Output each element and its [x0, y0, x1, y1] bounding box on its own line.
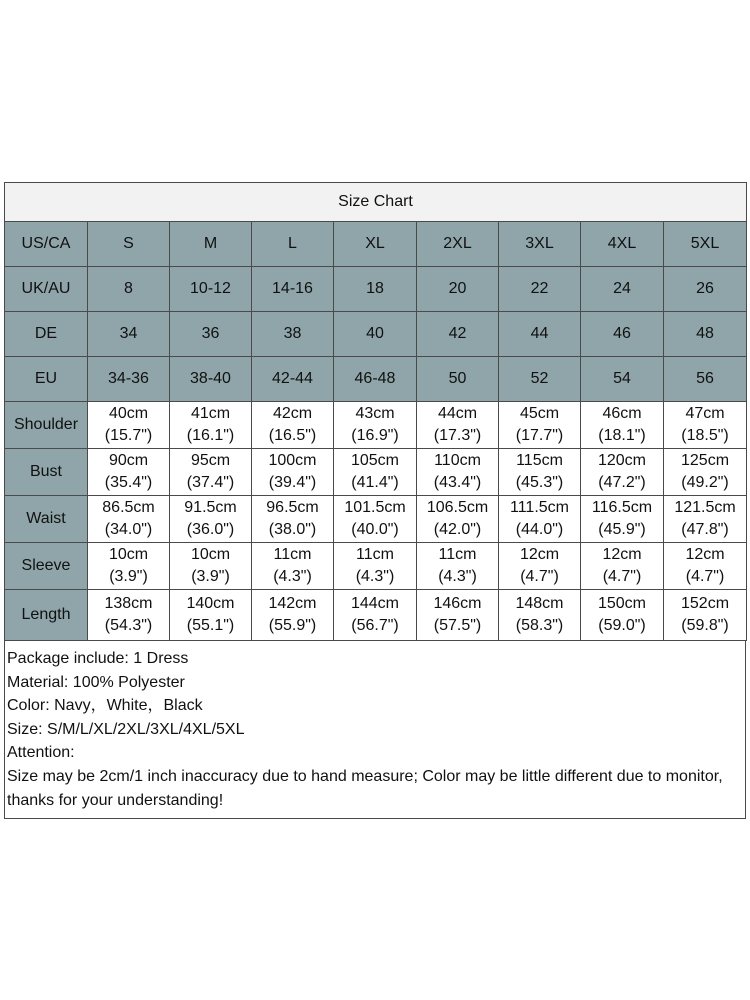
measurement-cell — [252, 402, 334, 449]
measurement-cell — [88, 543, 170, 590]
measurement-cell — [252, 543, 334, 590]
disclaimer-note: Size may be 2cm/1 inch inaccuracy due to hand measure; Color may be little different due to monitor, thanks for your understanding! — [7, 767, 723, 809]
inch-value: (34.0") — [104, 521, 153, 538]
measurement-cell — [499, 402, 581, 449]
size-cell: L — [252, 222, 334, 267]
inch-value: (55.9") — [268, 617, 317, 634]
measurement-label: Length — [5, 590, 88, 641]
cm-value: 90cm — [108, 452, 149, 469]
cm-value: 146cm — [433, 595, 482, 612]
measurement-cell — [664, 590, 747, 641]
measurement-cell — [170, 402, 252, 449]
size-cell: 36 — [170, 312, 252, 357]
inch-value: (36.0") — [186, 521, 235, 538]
size-cell: 46 — [581, 312, 664, 357]
row-label: UK/AU — [5, 267, 88, 312]
size-cell: 22 — [499, 267, 581, 312]
measurement-cell — [334, 543, 417, 590]
inch-value: (40.0") — [351, 521, 399, 538]
cm-value: 12cm — [519, 546, 560, 563]
inch-value: (16.1") — [186, 427, 235, 444]
size-cell: 54 — [581, 357, 664, 402]
inch-value: (38.0") — [268, 521, 317, 538]
size-cell: 34-36 — [88, 357, 170, 402]
inch-value: (16.5") — [268, 427, 317, 444]
measurement-cell — [581, 449, 664, 496]
cm-value: 121.5cm — [674, 499, 736, 516]
measurement-cell — [581, 543, 664, 590]
measurement-row — [5, 543, 747, 590]
measurement-cell — [417, 590, 499, 641]
size-chart-table — [4, 182, 747, 641]
row-label: US/CA — [5, 222, 88, 267]
chart-title: Size Chart — [5, 183, 747, 222]
inch-value: (4.7") — [520, 568, 559, 585]
inch-value: (45.9") — [598, 521, 646, 538]
inch-value: (37.4") — [186, 474, 235, 491]
cm-value: 42cm — [272, 405, 313, 422]
size-cell: 18 — [334, 267, 417, 312]
inch-value: (4.7") — [602, 568, 642, 585]
measurement-row — [5, 402, 747, 449]
inch-value: (18.5") — [681, 427, 729, 444]
cm-value: 44cm — [437, 405, 478, 422]
size-cell: 38 — [252, 312, 334, 357]
measurement-cell — [334, 402, 417, 449]
measurement-cell — [252, 449, 334, 496]
inch-value: (44.0") — [515, 521, 564, 538]
cm-value: 12cm — [602, 546, 642, 563]
measurement-row — [5, 496, 747, 543]
attention-label: Attention: — [7, 744, 75, 762]
measurement-cell — [664, 496, 747, 543]
inch-value: (4.3") — [438, 568, 477, 585]
measurement-cell — [88, 590, 170, 641]
size-cell: 42-44 — [252, 357, 334, 402]
cm-value: 11cm — [438, 546, 477, 563]
cm-value: 142cm — [268, 595, 317, 612]
measurement-cell — [170, 590, 252, 641]
inch-value: (4.3") — [355, 568, 395, 585]
cm-value: 86.5cm — [102, 499, 155, 516]
measurement-cell — [417, 449, 499, 496]
cm-value: 116.5cm — [591, 499, 653, 516]
measurement-cell — [252, 590, 334, 641]
measurement-cell — [88, 402, 170, 449]
measurement-label: Sleeve — [5, 543, 88, 590]
measurement-cell — [334, 449, 417, 496]
size-cell: XL — [334, 222, 417, 267]
inch-value: (3.9") — [109, 568, 148, 585]
measurement-cell — [88, 496, 170, 543]
cm-value: 105cm — [350, 452, 400, 469]
inch-value: (56.7") — [351, 617, 399, 634]
cm-value: 115cm — [516, 452, 563, 469]
size-cell: 10-12 — [170, 267, 252, 312]
cm-value: 144cm — [350, 595, 400, 612]
size-cell: 34 — [88, 312, 170, 357]
size-cell: 8 — [88, 267, 170, 312]
size-cell: S — [88, 222, 170, 267]
measurement-cell — [581, 590, 664, 641]
inch-value: (16.9") — [351, 427, 399, 444]
inch-value: (41.4") — [351, 474, 399, 491]
size-cell: 48 — [664, 312, 747, 357]
inch-value: (42.0") — [433, 521, 482, 538]
cm-value: 10cm — [108, 546, 149, 563]
measurement-cell — [499, 449, 581, 496]
cm-value: 41cm — [190, 405, 231, 422]
size-row — [5, 267, 747, 312]
cm-value: 47cm — [685, 405, 725, 422]
inch-value: (54.3") — [104, 617, 153, 634]
inch-value: (3.9") — [191, 568, 230, 585]
cm-value: 120cm — [597, 452, 647, 469]
measurement-cell — [417, 543, 499, 590]
cm-value: 95cm — [190, 452, 231, 469]
cm-value: 10cm — [190, 546, 231, 563]
measurement-cell — [334, 496, 417, 543]
measurement-cell — [88, 449, 170, 496]
measurement-cell — [581, 496, 664, 543]
cm-value: 96.5cm — [266, 499, 319, 516]
size-cell: 56 — [664, 357, 747, 402]
measurement-label: Bust — [5, 449, 88, 496]
size-cell: 2XL — [417, 222, 499, 267]
inch-value: (15.7") — [104, 427, 153, 444]
cm-value: 152cm — [681, 595, 730, 612]
cm-value: 40cm — [108, 405, 149, 422]
inch-value: (59.8") — [681, 617, 729, 634]
inch-value: (18.1") — [598, 427, 646, 444]
size-cell: 52 — [499, 357, 581, 402]
size-cell: 38-40 — [170, 357, 252, 402]
size-cell: 50 — [417, 357, 499, 402]
size-note: Size: S/M/L/XL/2XL/3XL/4XL/5XL — [7, 720, 245, 738]
size-row — [5, 222, 747, 267]
inch-value: (49.2") — [681, 474, 729, 491]
cm-value: 46cm — [602, 405, 642, 422]
size-cell: 44 — [499, 312, 581, 357]
inch-value: (4.3") — [273, 568, 312, 585]
color-note: Color: Navy，White，Black — [7, 697, 203, 715]
measurement-cell — [417, 496, 499, 543]
measurement-cell — [170, 449, 252, 496]
size-row — [5, 357, 747, 402]
inch-value: (35.4") — [104, 474, 153, 491]
measurement-row — [5, 449, 747, 496]
measurement-cell — [252, 496, 334, 543]
measurement-cell — [581, 402, 664, 449]
measurement-cell — [664, 449, 747, 496]
size-cell: 3XL — [499, 222, 581, 267]
cm-value: 11cm — [356, 546, 394, 563]
cm-value: 100cm — [268, 452, 317, 469]
size-cell: 26 — [664, 267, 747, 312]
inch-value: (58.3") — [515, 617, 564, 634]
inch-value: (55.1") — [186, 617, 235, 634]
size-cell: 42 — [417, 312, 499, 357]
row-label: EU — [5, 357, 88, 402]
row-label: DE — [5, 312, 88, 357]
measurement-label: Waist — [5, 496, 88, 543]
inch-value: (39.4") — [268, 474, 317, 491]
measurement-row — [5, 590, 747, 641]
size-chart-sheet — [4, 182, 746, 819]
cm-value: 12cm — [685, 546, 725, 563]
inch-value: (47.2") — [598, 474, 646, 491]
cm-value: 125cm — [681, 452, 730, 469]
size-cell: 46-48 — [334, 357, 417, 402]
cm-value: 106.5cm — [426, 499, 489, 516]
inch-value: (17.3") — [433, 427, 482, 444]
size-cell: 14-16 — [252, 267, 334, 312]
cm-value: 148cm — [515, 595, 564, 612]
measurement-cell — [664, 543, 747, 590]
product-notes — [4, 641, 746, 819]
measurement-cell — [499, 590, 581, 641]
cm-value: 45cm — [519, 405, 560, 422]
measurement-cell — [170, 543, 252, 590]
size-cell: 4XL — [581, 222, 664, 267]
size-cell: 20 — [417, 267, 499, 312]
cm-value: 140cm — [186, 595, 235, 612]
inch-value: (43.4") — [433, 474, 482, 491]
measurement-cell — [499, 543, 581, 590]
inch-value: (45.3") — [515, 474, 564, 491]
cm-value: 101.5cm — [344, 499, 406, 516]
cm-value: 138cm — [104, 595, 153, 612]
material-note: Material: 100% Polyester — [7, 673, 185, 691]
measurement-cell — [170, 496, 252, 543]
size-cell: 40 — [334, 312, 417, 357]
measurement-cell — [499, 496, 581, 543]
cm-value: 11cm — [273, 546, 312, 563]
size-cell: 5XL — [664, 222, 747, 267]
measurement-cell — [417, 402, 499, 449]
cm-value: 150cm — [597, 595, 647, 612]
inch-value: (57.5") — [433, 617, 482, 634]
size-cell: 24 — [581, 267, 664, 312]
size-cell: M — [170, 222, 252, 267]
size-row — [5, 312, 747, 357]
measurement-label: Shoulder — [5, 402, 88, 449]
measurement-cell — [334, 590, 417, 641]
cm-value: 43cm — [355, 405, 395, 422]
inch-value: (47.8") — [681, 521, 729, 538]
inch-value: (4.7") — [685, 568, 725, 585]
cm-value: 91.5cm — [184, 499, 237, 516]
cm-value: 110cm — [434, 452, 481, 469]
measurement-cell — [664, 402, 747, 449]
inch-value: (17.7") — [515, 427, 564, 444]
cm-value: 111.5cm — [510, 499, 569, 516]
inch-value: (59.0") — [598, 617, 646, 634]
package-note: Package include: 1 Dress — [7, 650, 189, 667]
